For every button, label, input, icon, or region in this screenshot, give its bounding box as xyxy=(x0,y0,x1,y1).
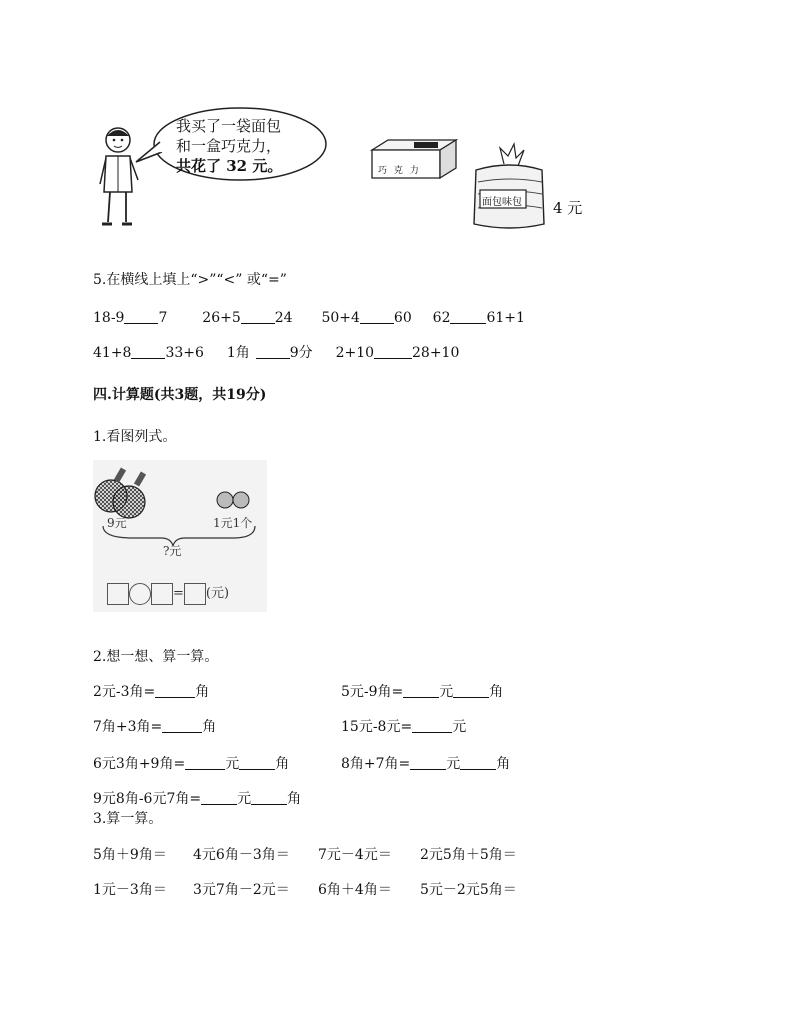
c3-expr: 5元－2元5角＝ xyxy=(420,882,517,898)
c3-title: 3.算一算。 xyxy=(93,811,163,827)
answer-blank[interactable] xyxy=(453,683,489,698)
q5-expr: 24 xyxy=(274,310,293,326)
c2-item: 15元-8元= 元 xyxy=(341,719,467,735)
q5-expr: 61+1 xyxy=(486,310,525,326)
answer-blank[interactable] xyxy=(256,344,290,359)
speech-line-1: 我买了一袋面包 xyxy=(176,117,282,135)
left-price-label: 9元 xyxy=(107,516,127,530)
answer-blank[interactable] xyxy=(412,718,452,733)
answer-blank[interactable] xyxy=(241,309,275,324)
q5-expr: 2+10 xyxy=(335,345,375,361)
answer-blank[interactable] xyxy=(162,718,202,733)
answer-box[interactable] xyxy=(107,583,129,605)
c2-item: 8角+7角= 元 角 xyxy=(341,756,511,772)
q5-expr: 26+5 xyxy=(202,310,241,326)
q5-expr: 1角 xyxy=(226,345,250,361)
answer-blank[interactable] xyxy=(374,344,412,359)
answer-blank[interactable] xyxy=(155,683,195,698)
q5-expr: 18-9 xyxy=(93,310,125,326)
c1-title: 1.看图列式。 xyxy=(93,429,177,445)
answer-blank[interactable] xyxy=(360,309,394,324)
answer-blank[interactable] xyxy=(410,755,446,770)
answer-blank[interactable] xyxy=(450,309,486,324)
c2-title: 2.想一想、算一算。 xyxy=(93,649,219,665)
q5-expr: 50+4 xyxy=(321,310,360,326)
c3-expr: 2元5角＋5角＝ xyxy=(420,847,517,863)
c2-item: 6元3角+9角= 元 角 xyxy=(93,756,290,772)
chocolate-box-label: 巧 克 力 xyxy=(378,166,421,176)
c2-item: 2元-3角= 角 xyxy=(93,684,210,700)
c2-item: 7角+3角= 角 xyxy=(93,719,217,735)
equals-sign: = xyxy=(173,586,184,601)
answer-blank[interactable] xyxy=(124,309,158,324)
answer-blank[interactable] xyxy=(239,755,275,770)
answer-blank[interactable] xyxy=(201,790,237,805)
c2-item: 9元8角-6元7角= 元 角 xyxy=(93,791,302,807)
q5-expr: 60 xyxy=(393,310,412,326)
q5-expr: 41+8 xyxy=(93,345,132,361)
q5-expr: 9分 xyxy=(289,345,313,361)
bread-price: 4 元 xyxy=(553,199,583,217)
c3-expr: 3元7角－2元＝ xyxy=(193,882,290,898)
answer-box[interactable] xyxy=(151,583,173,605)
q5-expr: 33+6 xyxy=(165,345,204,361)
answer-blank[interactable] xyxy=(251,790,287,805)
speech-line-3: 共花了 32 元。 xyxy=(176,157,283,175)
q5-expr: 7 xyxy=(158,310,168,326)
q5-title: 5.在横线上填上“>”“<” 或“=” xyxy=(93,272,287,288)
q5-expr: 28+10 xyxy=(412,345,460,361)
answer-blank[interactable] xyxy=(131,344,165,359)
q5-row-1 xyxy=(93,309,525,327)
right-price-label: 1元1个 xyxy=(213,516,253,530)
operator-circle[interactable] xyxy=(129,583,151,605)
answer-box[interactable] xyxy=(184,583,206,605)
section-heading: 四.计算题(共3题，共19分) xyxy=(93,387,267,403)
answer-blank[interactable] xyxy=(403,683,439,698)
q5-row-2 xyxy=(93,344,459,362)
c3-expr: 7元－4元＝ xyxy=(318,847,392,863)
c3-expr: 5角＋9角＝ xyxy=(93,847,167,863)
unit-label: (元) xyxy=(205,586,230,601)
c3-expr: 1元－3角＝ xyxy=(93,882,167,898)
c2-item: 5元-9角= 元 角 xyxy=(341,684,504,700)
total-label: ?元 xyxy=(163,544,182,558)
c1-equation xyxy=(107,582,229,605)
answer-blank[interactable] xyxy=(185,755,225,770)
bread-bag-label: 面包味包 xyxy=(482,197,522,208)
bread-bag-image xyxy=(470,142,548,232)
answer-blank[interactable] xyxy=(460,755,496,770)
c1-figure xyxy=(93,460,267,612)
q5-expr: 62 xyxy=(432,310,451,326)
c3-expr: 6角＋4角＝ xyxy=(318,882,392,898)
speech-line-2: 和一盒巧克力， xyxy=(176,137,282,155)
c3-expr: 4元6角－3角＝ xyxy=(193,847,290,863)
